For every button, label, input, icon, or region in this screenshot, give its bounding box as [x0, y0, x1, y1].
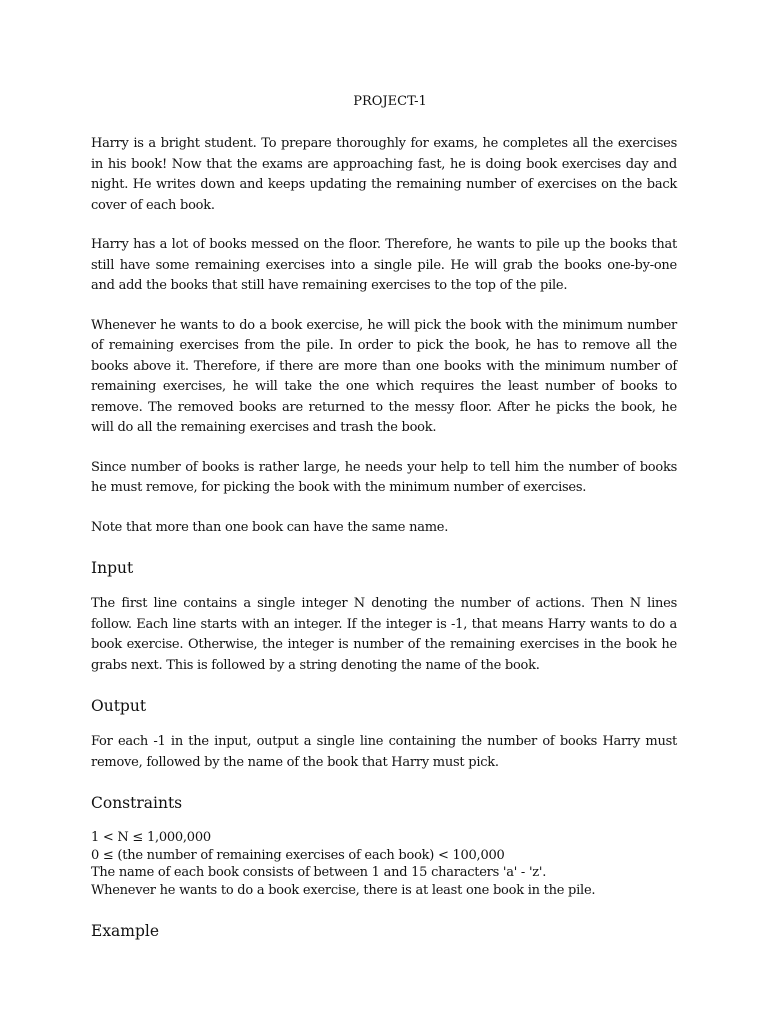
- intro-paragraph-4: Since number of books is rather large, he needs your help to tell him the number of books he must remove, for picking the book with the minimum number of exercises.: [91, 459, 677, 495]
- intro-paragraph-3: Whenever he wants to do a book exercise, he will pick the book with the minimum number of remaining exercises from the pile. In order to pick the book, he has to remove all the books above it. Therefore, if there are more than one books with the minimum number of remaining exercises, he will take the one which requires the least number of books to remove. The removed books are returned to the messy floor. After he picks the book, he will do all the remaining exercises and trash the book.: [91, 317, 677, 435]
- output-paragraph: For each -1 in the input, output a single line containing the number of books Harry must remove, followed by the name of the book that Harry must pick.: [91, 734, 677, 770]
- input-heading: Input: [91, 559, 134, 577]
- constraint-line: Whenever he wants to do a book exercise, there is at least one book in the pile.: [91, 882, 596, 898]
- intro-paragraph-2: Harry has a lot of books messed on the floor. Therefore, he wants to pile up the books that still have some remaining exercises into a single pile. He will grab the books one-by-one and add the books that still have remaining exercises to the top of the pile.: [91, 237, 677, 293]
- constraint-line: 0 ≤ (the number of remaining exercises of each book) < 100,000: [91, 847, 505, 863]
- constraint-line: The name of each book consists of between 1 and 15 characters 'a' - 'z'.: [91, 865, 547, 880]
- input-paragraph: The first line contains a single integer N denoting the number of actions. Then N lines follow. Each line starts with an integer. If the integer is -1, that means Harry wants to do a book exercise. Otherwise, the integer is number of the remaining exercises in the book he grabs next. This is followed by a string denoting the name of the book.: [91, 596, 677, 673]
- output-heading: Output: [91, 697, 147, 715]
- document-title: PROJECT-1: [353, 94, 427, 109]
- intro-paragraph-5: Note that more than one book can have the same name.: [91, 519, 449, 535]
- document-page: [91, 92, 677, 957]
- constraints-heading: Constraints: [91, 794, 183, 812]
- intro-paragraph-1: Harry is a bright student. To prepare thoroughly for exams, he completes all the exercises in his book! Now that the exams are approaching fast, he is doing book exercises day and night. He writes down and keeps updating the remaining number of exercises on the back cover of each book.: [91, 136, 677, 213]
- constraint-line: 1 < N ≤ 1,000,000: [91, 830, 211, 845]
- example-heading: Example: [91, 922, 160, 940]
- constraints-list: [91, 829, 677, 899]
